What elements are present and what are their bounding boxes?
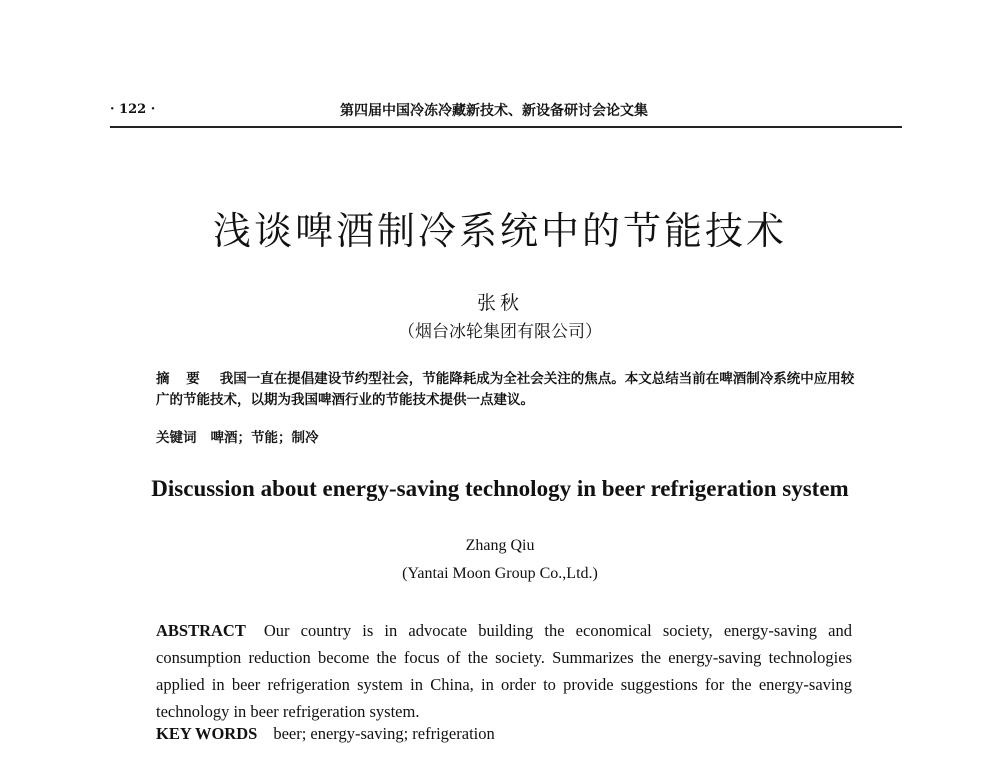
keywords-en — [156, 724, 852, 744]
abstract-en-label: ABSTRACT — [156, 621, 246, 640]
author-cn: 张秋 — [476, 292, 523, 314]
keywords-cn — [156, 426, 856, 446]
abstract-cn — [156, 369, 856, 411]
keywords-en-label: KEY WORDS — [156, 724, 258, 743]
keywords-cn-label: 关键词 — [156, 430, 197, 446]
abstract-cn-text: 我国一直在提倡建设节约型社会，节能降耗成为全社会关注的焦点。本文总结当前在啤酒制冷系统中应用较广的节能技术，以期为我国啤酒行业的节能技术提供一点建议。 — [156, 371, 855, 408]
affiliation-en: (Yantai Moon Group Co.,Ltd.) — [402, 565, 598, 582]
affiliation-cn: （烟台冰轮集团有限公司） — [398, 322, 602, 342]
journal-title: 第四届中国冷冻冷藏新技术、新设备研讨会论文集 — [340, 103, 648, 119]
page-number: · 122 · — [110, 102, 156, 117]
abstract-cn-label: 摘 要 — [156, 371, 206, 387]
abstract-en-text: Our country is in advocate building the economical society, energy-saving and consumption reduction become the focus of the society. Summarizes the energy-saving technologies applied in beer refrigeration system in China, in order to provide suggestions for the energy-saving technology in beer refrigeration system. — [156, 621, 852, 721]
keywords-cn-text: 啤酒；节能；制冷 — [210, 430, 319, 446]
paper-title-cn: 浅谈啤酒制冷系统中的节能技术 — [212, 209, 787, 253]
keywords-en-text: beer; energy-saving; refrigeration — [273, 724, 495, 743]
page-header — [110, 96, 902, 128]
paper-title-en: Discussion about energy-saving technology in beer refrigeration system — [151, 476, 849, 501]
author-en: Zhang Qiu — [465, 537, 535, 554]
abstract-en — [156, 617, 852, 725]
